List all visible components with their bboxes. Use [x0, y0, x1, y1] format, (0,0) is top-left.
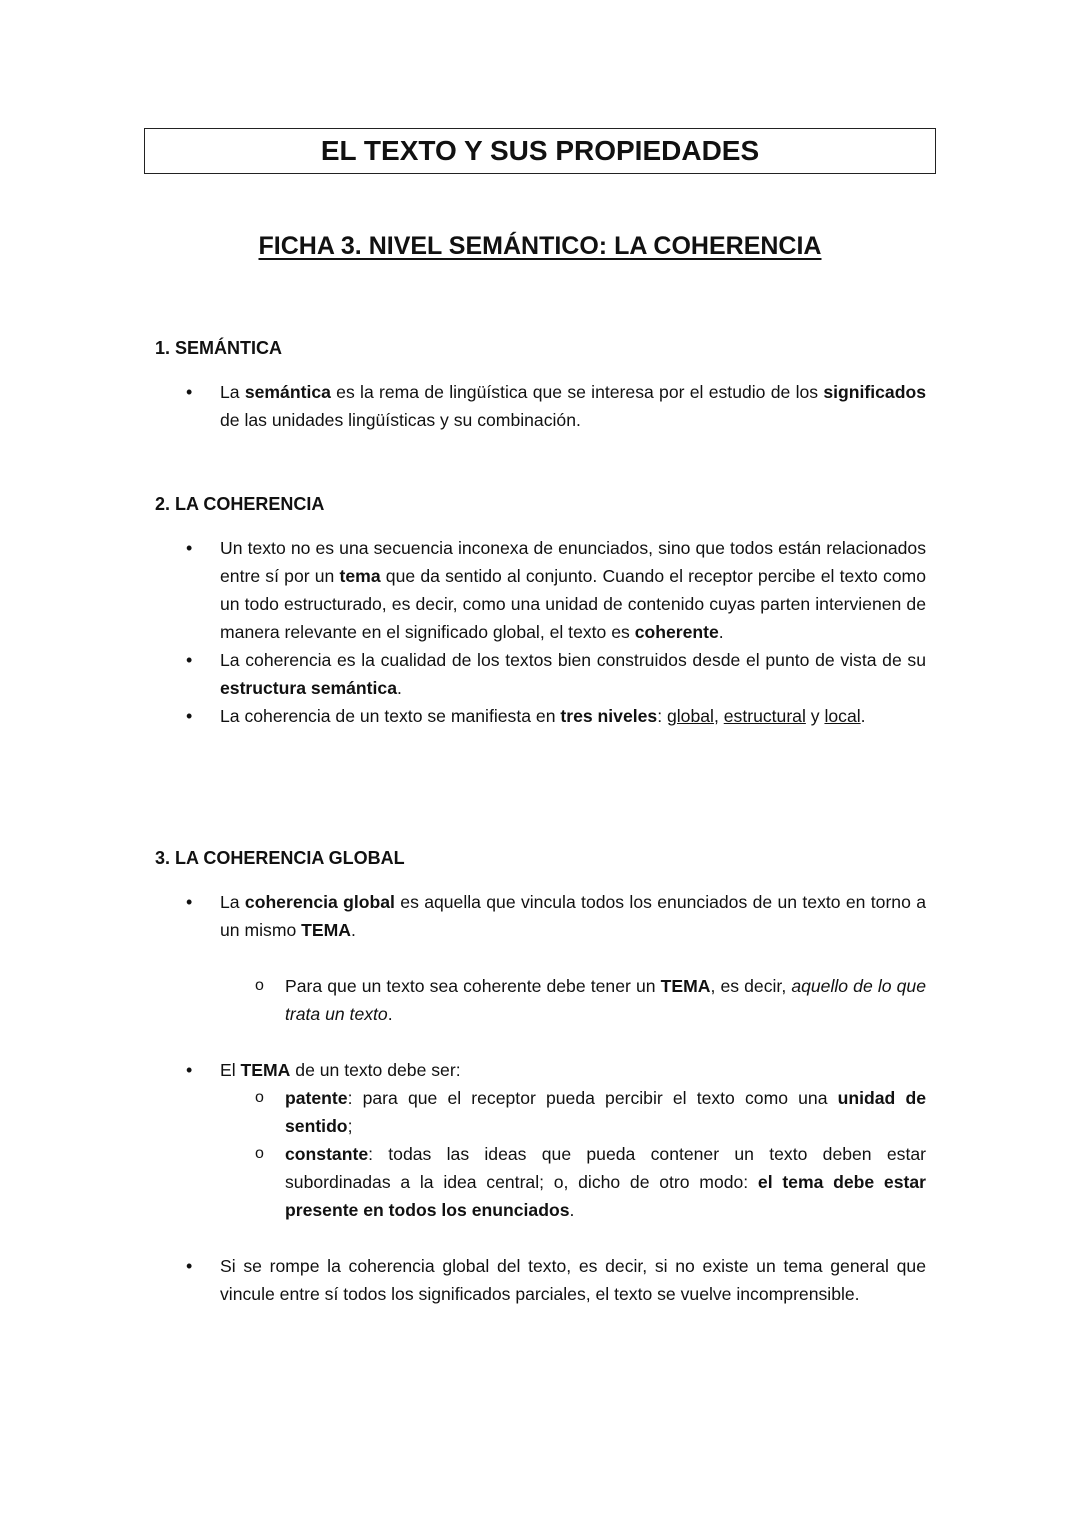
section-body: [0, 888, 1080, 1308]
text-run: estructura semántica: [220, 678, 397, 698]
text-run: .: [351, 920, 356, 940]
sub-bullet-item: [255, 1140, 926, 1224]
text-run: unidad de sentido: [285, 1088, 926, 1136]
text-run: TEMA: [240, 1060, 291, 1080]
text-run: y: [805, 706, 825, 726]
text-run: Un texto no es una secuencia inconexa de enunciados, sino que todos están relacionados entre sí por un: [220, 538, 926, 586]
bullet-icon: •: [186, 382, 193, 402]
worksheet-subtitle: FICHA 3. NIVEL SEMÁNTICO: LA COHERENCIA: [258, 232, 822, 260]
sub-bullet-item: [255, 1084, 926, 1140]
circle-bullet-icon: o: [255, 977, 264, 994]
bullet-icon: •: [186, 650, 193, 670]
bullet-item: [186, 702, 926, 730]
section-heading-coherencia-global: 3. LA COHERENCIA GLOBAL: [155, 848, 405, 868]
text-run: que da sentido al conjunto. Cuando el receptor percibe el texto como un todo estructurado, es decir, como una unidad de contenido cuyas parten intervienen de manera relevante en el significado global, el texto es: [220, 566, 927, 642]
text-run: de un texto debe ser:: [290, 1060, 461, 1080]
text-run: La: [220, 892, 245, 912]
text-run: TEMA: [660, 976, 711, 996]
text-run: : todas las ideas que pueda contener un texto deben estar subordinadas a la idea central; o, dicho de otro modo:: [285, 1144, 926, 1192]
bullet-item: [186, 378, 926, 434]
text-run: Para que un texto sea coherente debe tener un: [285, 976, 661, 996]
text-run: :: [657, 706, 667, 726]
circle-bullet-icon: o: [255, 1145, 264, 1162]
text-run: La coherencia es la cualidad de los textos bien construidos desde el punto de vista de su: [220, 650, 926, 670]
bullet-item: [186, 1252, 926, 1308]
section-heading-coherencia: 2. LA COHERENCIA: [155, 494, 325, 514]
text-run: semántica: [244, 382, 331, 402]
text-run: .: [718, 622, 724, 642]
text-run: es aquella que vincula todos los enunciados de un texto en torno a un mismo: [220, 892, 926, 940]
text-run: el tema debe estar presente en todos los enunciados: [285, 1172, 926, 1220]
text-run: .: [397, 678, 402, 698]
text-run: .: [387, 1004, 393, 1024]
text-run: significados: [823, 382, 926, 402]
text-run: global: [666, 706, 714, 726]
text-run: .: [860, 706, 866, 726]
text-run: constante: [285, 1144, 369, 1164]
document-title: EL TEXTO Y SUS PROPIEDADES: [144, 128, 936, 174]
text-run: coherencia global: [244, 892, 395, 912]
text-run: , es decir,: [710, 976, 792, 996]
section-heading-semantica: 1. SEMÁNTICA: [155, 338, 283, 358]
text-run: .: [569, 1200, 575, 1220]
text-run: estructural: [723, 706, 806, 726]
text-run: La: [220, 382, 245, 402]
text-run: Si se rompe la coherencia global del texto, es decir, si no existe un tema general que vincule entre sí todos los significados parciales, el texto se vuelve incomprensible.: [220, 1256, 926, 1304]
text-run: patente: [285, 1088, 348, 1108]
text-run: ,: [713, 706, 724, 726]
bullet-icon: •: [186, 1060, 193, 1080]
section-body: [0, 378, 1080, 434]
text-run: aquello de lo que trata un texto: [285, 976, 926, 1024]
bullet-item: [186, 534, 927, 646]
text-run: La coherencia de un texto se manifiesta en: [220, 706, 561, 726]
sub-bullet-item: [255, 972, 926, 1028]
bullet-icon: •: [186, 1256, 193, 1276]
text-run: : para que el receptor pueda percibir el texto como una: [347, 1088, 838, 1108]
text-run: TEMA: [301, 920, 351, 940]
bullet-item: [186, 888, 926, 944]
circle-bullet-icon: o: [255, 1089, 264, 1106]
bullet-item: [186, 1056, 926, 1084]
text-run: local: [824, 706, 861, 726]
bullet-icon: •: [186, 538, 193, 558]
text-run: tres niveles: [560, 706, 658, 726]
text-run: coherente: [634, 622, 719, 642]
bullet-icon: •: [186, 706, 193, 726]
text-run: ;: [347, 1116, 353, 1136]
text-run: de las unidades lingüísticas y su combinación.: [220, 410, 581, 430]
bullet-icon: •: [186, 892, 193, 912]
text-run: tema: [339, 566, 381, 586]
bullet-item: [186, 646, 926, 702]
text-run: El: [220, 1060, 241, 1080]
text-run: es la rema de lingüística que se interesa por el estudio de los: [330, 382, 824, 402]
section-body: [0, 534, 1080, 730]
